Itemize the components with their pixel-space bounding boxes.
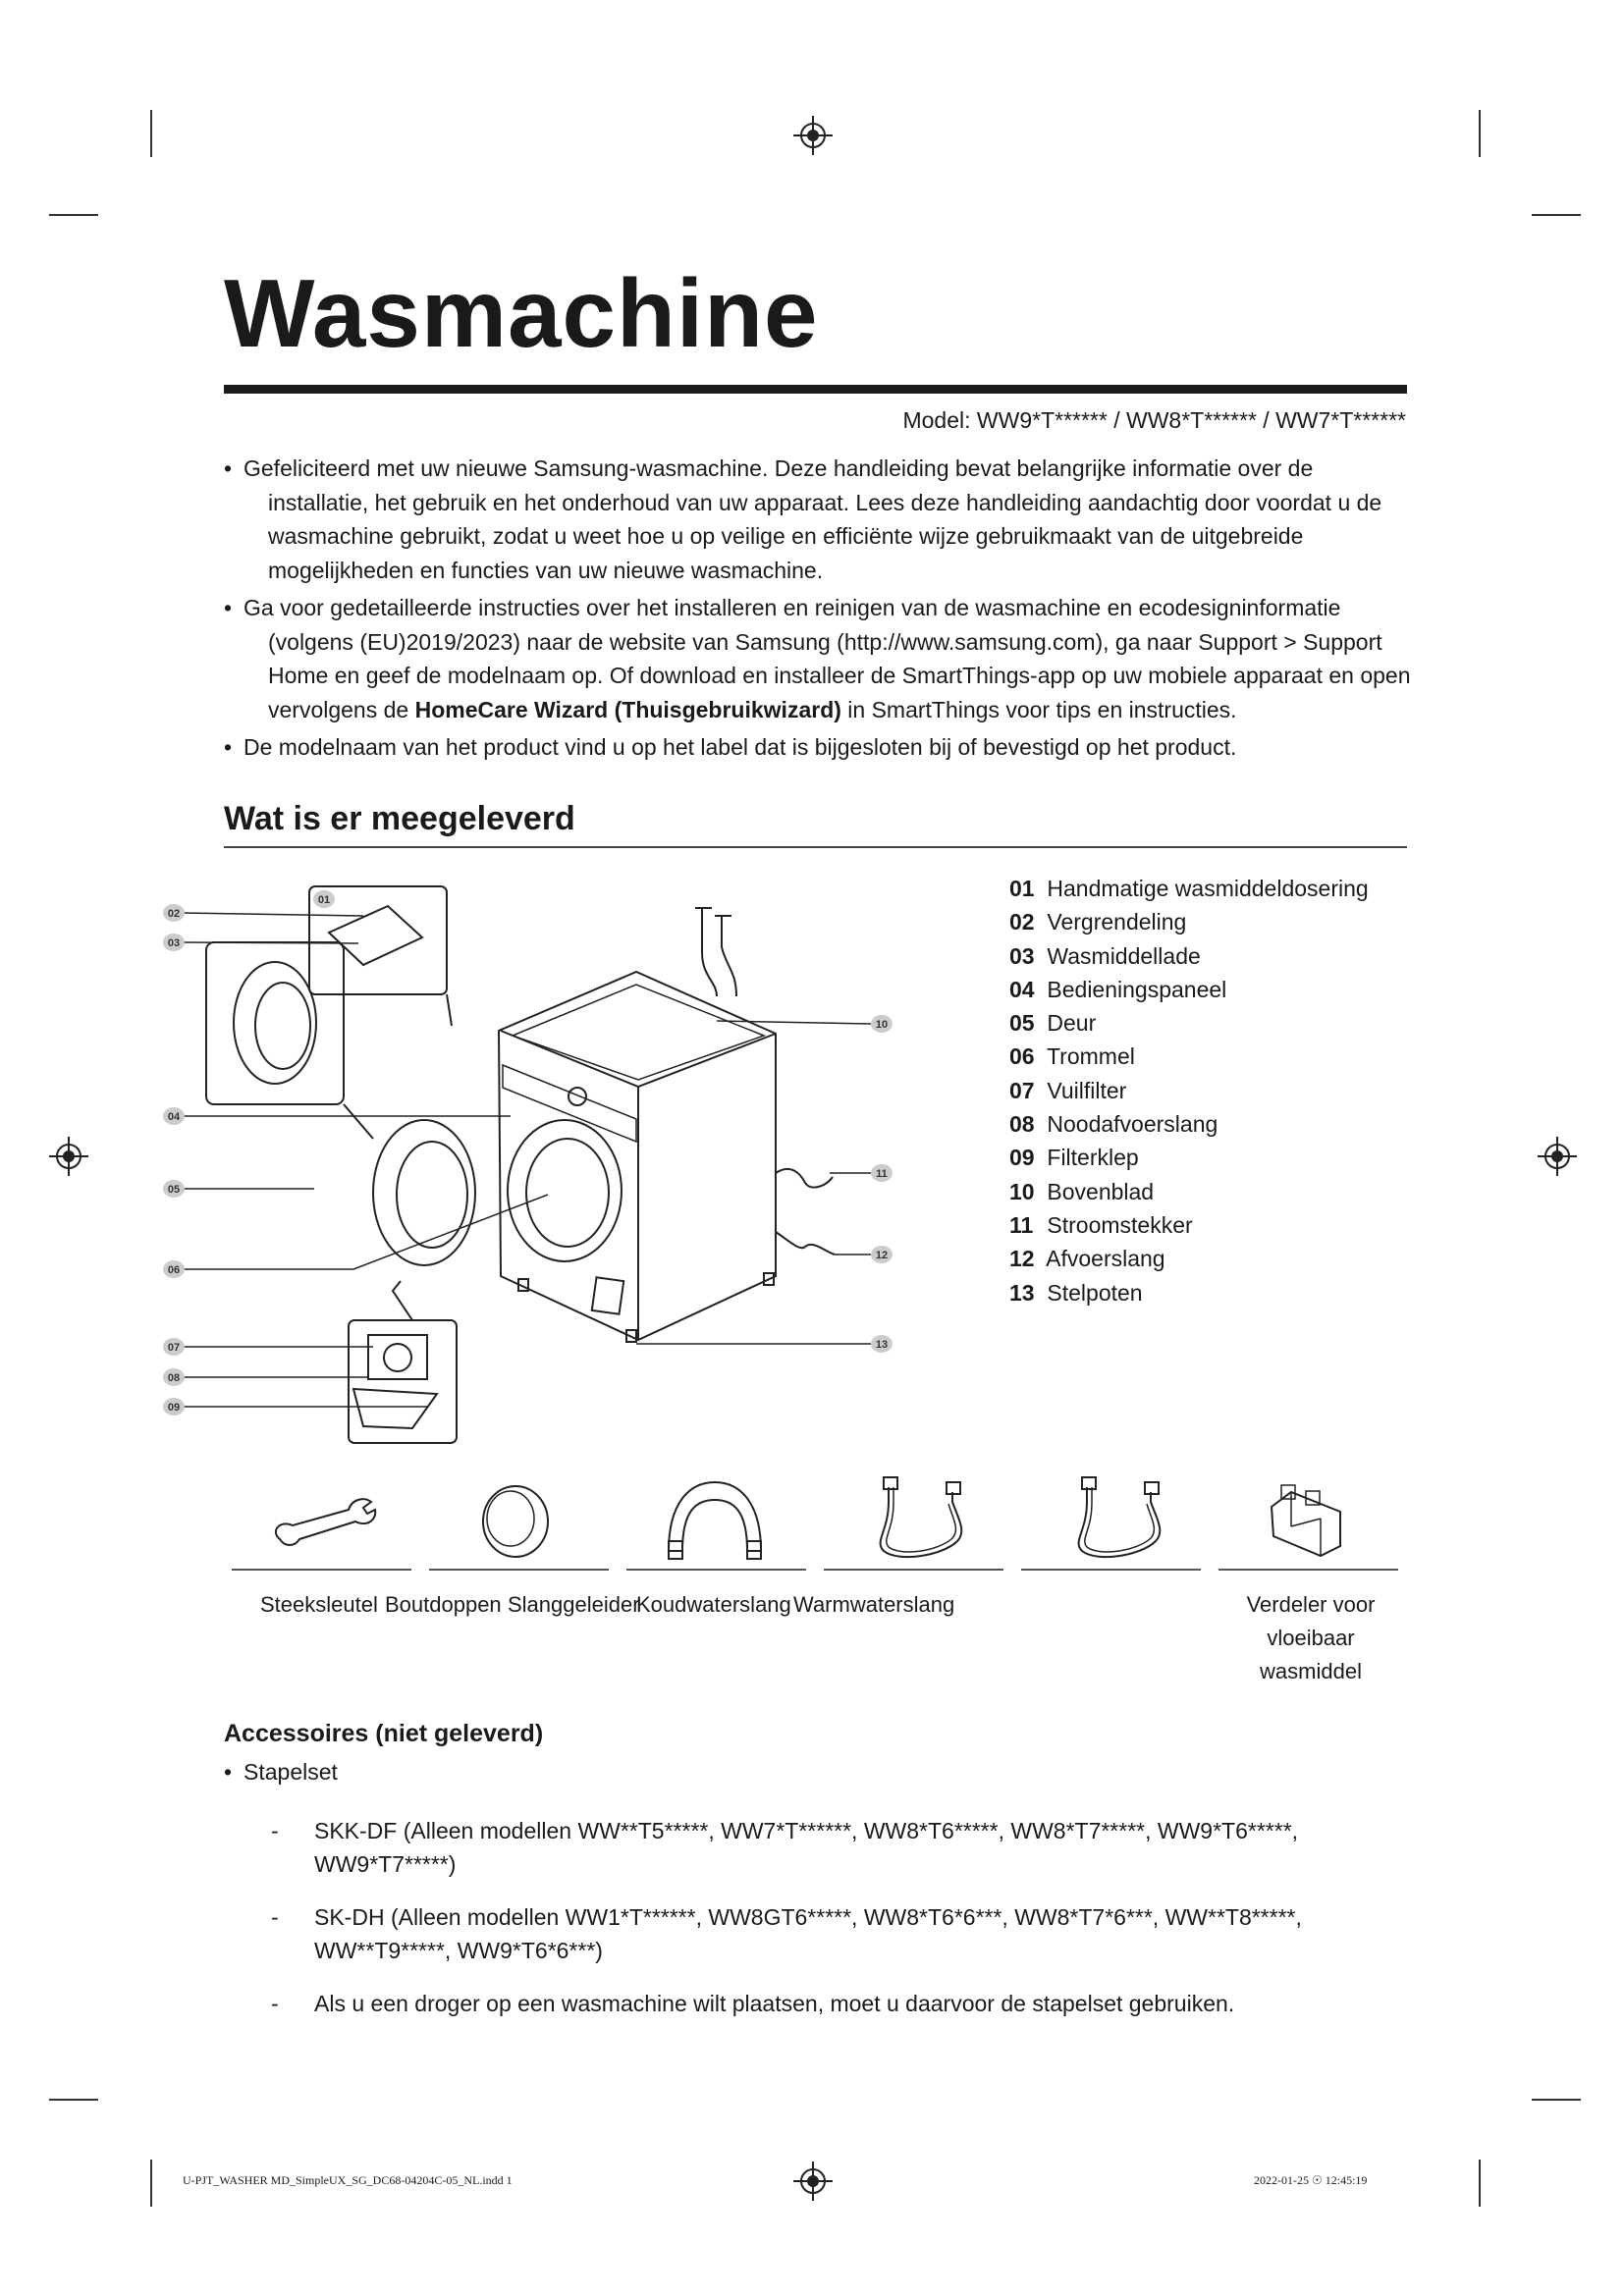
list-item: - Als u een droger op een wasmachine wilt plaatsen, moet u daarvoor de stapelset gebruiken.: [224, 1987, 1412, 2020]
list-item: 12 Afvoerslang: [1009, 1246, 1165, 1272]
list-item: 03 Wasmiddellade: [1009, 942, 1201, 969]
list-item: - SK-DH (Alleen modellen WW1*T******, WW8GT6*****, WW8*T6*6***, WW8*T7*6***, WW**T8*****, WW**T9*****, WW9*T6*6***): [224, 1900, 1412, 1967]
crop-mark: [1532, 2099, 1581, 2101]
accessory-divider: [626, 1569, 806, 1571]
list-item: - SKK-DF (Alleen modellen WW**T5*****, WW7*T******, WW8*T6*****, WW8*T7*****, WW9*T6*****, WW9*T7*****): [224, 1814, 1412, 1881]
hose-guide-icon: [661, 1472, 769, 1566]
intro-item: • Gefeliciteerd met uw nieuwe Samsung-wasmachine. Deze handleiding bevat belangrijke informatie over de installatie, het gebruik en het onderhoud van uw apparaat. Lees deze handleiding aandachtig door voordat u de wasmachine gebruikt, zodat u weet hoe u op veilige en efficiënte wijze gebruikmaakt van de uitgebreide mogelijkheden en functies van uw nieuwe wasmachine.: [224, 452, 1412, 587]
svg-text:12: 12: [875, 1250, 889, 1261]
footer-file-slug: U-PJT_WASHER MD_SimpleUX_SG_DC68-04204C-05_NL.indd 1: [183, 2173, 513, 2187]
registration-mark-icon: [793, 2162, 833, 2201]
svg-text:08: 08: [167, 1372, 181, 1384]
list-item: 02 Vergrendeling: [1009, 909, 1187, 935]
svg-text:06: 06: [167, 1264, 181, 1276]
accessory-label: Steeksleutel: [260, 1592, 378, 1617]
intro-item-continuation: (volgens (EU)2019/2023) naar de website van Samsung (http://www.samsung.com), ga naar Support > Support Home en geef de modelnaam op. Of download en installeer de SmartThings-app op uw mobiele apparaat en open vervolgens de HomeCare Wizard (Thuisgebruikwizard) in SmartThings voor tips en instructies.: [268, 628, 1411, 722]
accessory-divider: [824, 1569, 1003, 1571]
crop-mark: [1532, 214, 1581, 216]
registration-mark-icon: [1538, 1137, 1577, 1176]
stacking-kit-section: [224, 1755, 1412, 2020]
intro-item: • Ga voor gedetailleerde instructies over het installeren en reinigen van de wasmachine en ecodesigninformatie (volgens (EU)2019/2023) naar de website van Samsung (http://www.samsung.com), ga naar Support > Support Home en geef de modelnaam op. Of download en installeer de SmartThings-app op uw mobiele apparaat en open vervolgens de HomeCare Wizard (Thuisgebruikwizard) in SmartThings voor tips en instructies.: [224, 591, 1412, 726]
intro-list: [224, 452, 1412, 769]
section-title: Wat is er meegeleverd: [224, 800, 575, 837]
list-item: 09 Filterklep: [1009, 1145, 1139, 1171]
list-item: 07 Vuilfilter: [1009, 1077, 1127, 1103]
registration-mark-icon: [793, 116, 833, 155]
svg-text:02: 02: [167, 908, 181, 920]
svg-text:05: 05: [167, 1184, 181, 1196]
intro-item: • De modelnaam van het product vind u op het label dat is bijgesloten bij of bevestigd op het product.: [224, 730, 1412, 765]
bolt-cap-icon: [471, 1477, 560, 1566]
liquid-detergent-divider-icon: [1262, 1477, 1360, 1561]
svg-text:01: 01: [317, 894, 331, 906]
washing-machine-diagram: [167, 879, 923, 1428]
crop-mark: [49, 2099, 98, 2101]
accessory-divider: [1218, 1569, 1398, 1571]
accessory-divider: [232, 1569, 411, 1571]
section-divider: [224, 846, 1407, 848]
list-item: 04 Bedieningspaneel: [1009, 976, 1227, 1002]
svg-text:03: 03: [167, 937, 181, 949]
accessory-divider: [1021, 1569, 1201, 1571]
footer-timestamp: 2022-01-25 ☉ 12:45:19: [1254, 2173, 1368, 2187]
stacking-kit-bullet: • Stapelset: [224, 1755, 1412, 1789]
homecare-wizard-text: HomeCare Wizard (Thuisgebruikwizard): [414, 696, 841, 722]
svg-text:04: 04: [167, 1111, 181, 1123]
crop-mark: [49, 214, 98, 216]
wrench-icon: [265, 1482, 383, 1561]
accessory-label: Slanggeleider: [508, 1592, 640, 1617]
svg-text:09: 09: [167, 1402, 181, 1414]
list-item: 05 Deur: [1009, 1010, 1097, 1037]
page-title: Wasmachine: [224, 259, 819, 367]
crop-mark: [150, 110, 152, 157]
accessory-label: Warmwaterslang: [793, 1592, 955, 1617]
crop-mark: [150, 2160, 152, 2207]
registration-mark-icon: [49, 1137, 88, 1176]
cold-water-hose-icon: [864, 1472, 977, 1566]
list-item: 11 Stroomstekker: [1009, 1211, 1193, 1238]
svg-text:11: 11: [876, 1168, 888, 1180]
accessory-label: Verdeler voor vloeibaar wasmiddel: [1246, 1592, 1376, 1683]
accessory-label: Boutdoppen: [385, 1592, 502, 1617]
accessory-divider: [429, 1569, 609, 1571]
crop-mark: [1479, 2160, 1481, 2207]
accessories-not-supplied-title: Accessoires (niet geleverd): [224, 1720, 544, 1747]
parts-list: [1009, 872, 1369, 1309]
list-item: 06 Trommel: [1009, 1043, 1135, 1070]
svg-text:13: 13: [875, 1339, 889, 1351]
list-item: 01 Handmatige wasmiddeldosering: [1009, 876, 1369, 901]
list-item: 08 Noodafvoerslang: [1009, 1111, 1218, 1138]
svg-text:10: 10: [875, 1019, 889, 1031]
title-divider: [224, 385, 1407, 394]
hot-water-hose-icon: [1062, 1472, 1175, 1566]
model-number: Model: WW9*T****** / WW8*T****** / WW7*T******: [902, 407, 1406, 433]
svg-text:07: 07: [167, 1342, 181, 1354]
crop-mark: [1479, 110, 1481, 157]
list-item: 13 Stelpoten: [1009, 1279, 1143, 1306]
list-item: 10 Bovenblad: [1009, 1178, 1155, 1204]
accessory-label: Koudwaterslang: [636, 1592, 791, 1617]
